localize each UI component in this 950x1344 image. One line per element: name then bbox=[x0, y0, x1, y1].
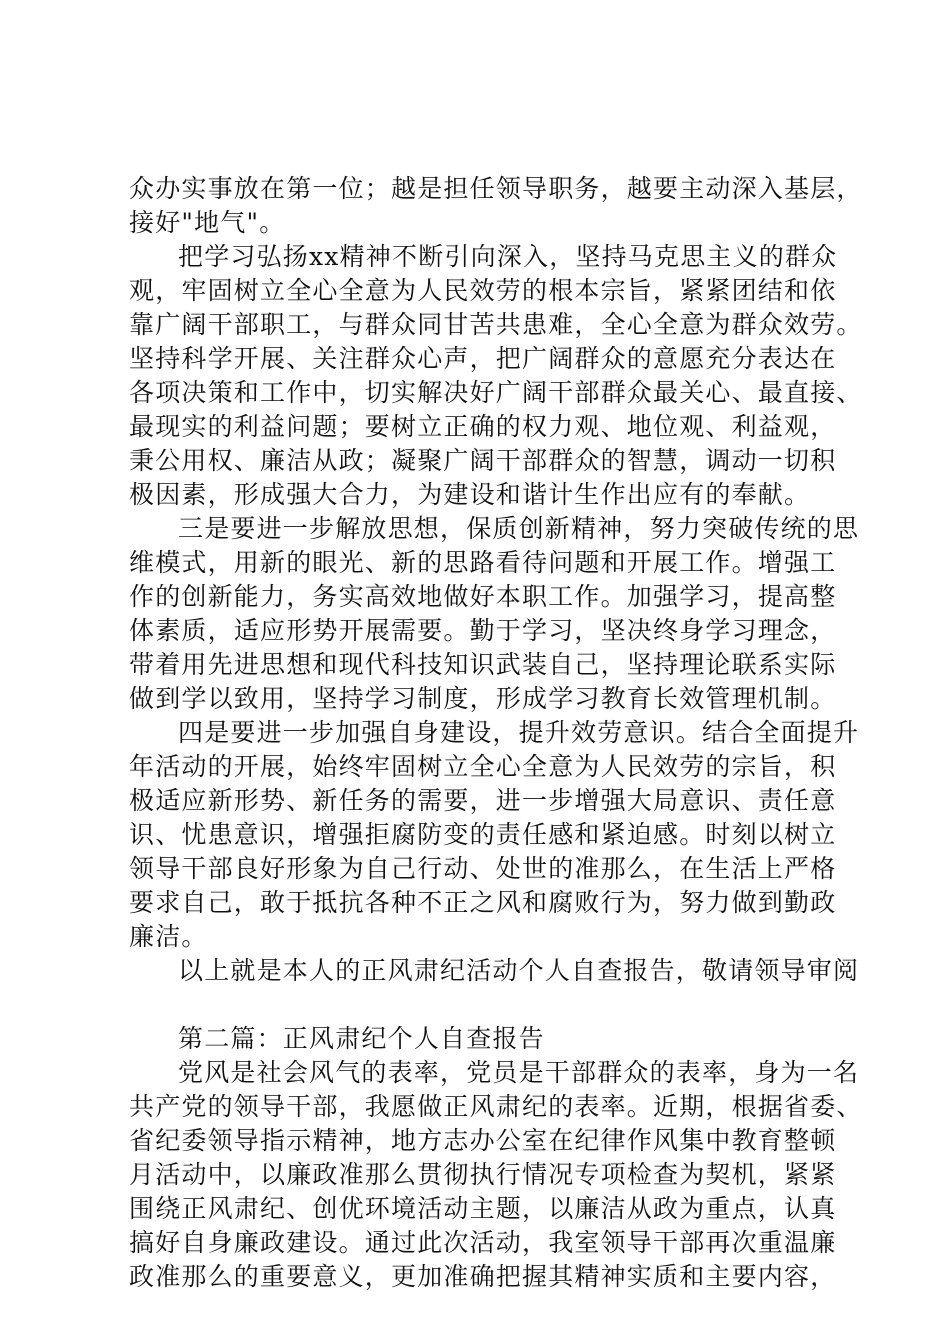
text-line: 搞好自身廉政建设。通过此次活动，我室领导干部再次重温廉 bbox=[129, 1228, 837, 1257]
text-line: 围绕正风肃纪、创优环境活动主题，以廉洁从政为重点，认真 bbox=[129, 1194, 837, 1223]
text-line: 最现实的利益问题；要树立正确的权力观、地位观、利益观， bbox=[129, 412, 837, 441]
paragraph-start: 党风是社会风气的表率，党员是干部群众的表率，身为一名 bbox=[178, 1058, 860, 1087]
text-line: 廉洁。 bbox=[129, 922, 208, 951]
text-line: 识、忧患意识，增强拒腐防变的责任感和紧迫感。时刻以树立 bbox=[129, 820, 837, 849]
text-line: 共产党的领导干部，我愿做正风肃纪的表率。近期，根据省委、 bbox=[129, 1092, 863, 1121]
text-line: 众办实事放在第一位；越是担任领导职务，越要主动深入基层， bbox=[129, 174, 863, 203]
text-line: 维模式，用新的眼光、新的思路看待问题和开展工作。增强工 bbox=[129, 548, 837, 577]
paragraph-start: 以上就是本人的正风肃纪活动个人自查报告，敬请领导审阅 bbox=[178, 956, 860, 985]
text-line: 坚持科学开展、关注群众心声，把广阔群众的意愿充分表达在 bbox=[129, 344, 837, 373]
text-line: 要求自己，敢于抵抗各种不正之风和腐败行为，努力做到勤政 bbox=[129, 888, 837, 917]
text-line: 各项决策和工作中，切实解决好广阔干部群众最关心、最直接、 bbox=[129, 378, 863, 407]
text-line: 体素质，适应形势开展需要。勤于学习，坚决终身学习理念， bbox=[129, 616, 837, 645]
paragraph-start: 四是要进一步加强自身建设，提升效劳意识。结合全面提升 bbox=[178, 718, 860, 747]
text-line: 省纪委领导指示精神，地方志办公室在纪律作风集中教育整顿 bbox=[129, 1126, 837, 1155]
text-line: 做到学以致用，坚持学习制度，形成学习教育长效管理机制。 bbox=[129, 684, 837, 713]
text-line: 秉公用权、廉洁从政；凝聚广阔干部群众的智慧，调动一切积 bbox=[129, 446, 837, 475]
text-line: 月活动中，以廉政准那么贯彻执行情况专项检查为契机，紧紧 bbox=[129, 1160, 837, 1189]
text-line: 观，牢固树立全心全意为人民效劳的根本宗旨，紧紧团结和依 bbox=[129, 276, 837, 305]
text-line: 带着用先进思想和现代科技知识武装自己，坚持理论联系实际 bbox=[129, 650, 837, 679]
text-line: 政准那么的重要意义，更加准确把握其精神实质和主要内容， bbox=[129, 1262, 837, 1291]
text-line: 极因素，形成强大合力，为建设和谐计生作出应有的奉献。 bbox=[129, 480, 811, 509]
paragraph-start: 三是要进一步解放思想，保质创新精神，努力突破传统的思 bbox=[178, 514, 860, 543]
text-line: 极适应新形势、新任务的需要，进一步增强大局意识、责任意 bbox=[129, 786, 837, 815]
text-line: 作的创新能力，务实高效地做好本职工作。加强学习，提高整 bbox=[129, 582, 837, 611]
paragraph-start: 把学习弘扬xx精神不断引向深入，坚持马克思主义的群众 bbox=[178, 242, 838, 271]
text-line: 领导干部良好形象为自己行动、处世的准那么，在生活上严格 bbox=[129, 854, 837, 883]
section-heading: 第二篇：正风肃纪个人自查报告 bbox=[178, 1024, 545, 1053]
text-line: 接好"地气"。 bbox=[129, 208, 286, 237]
text-line: 年活动的开展，始终牢固树立全心全意为人民效劳的宗旨，积 bbox=[129, 752, 837, 781]
text-line: 靠广阔干部职工，与群众同甘苦共患难，全心全意为群众效劳。 bbox=[129, 310, 863, 339]
